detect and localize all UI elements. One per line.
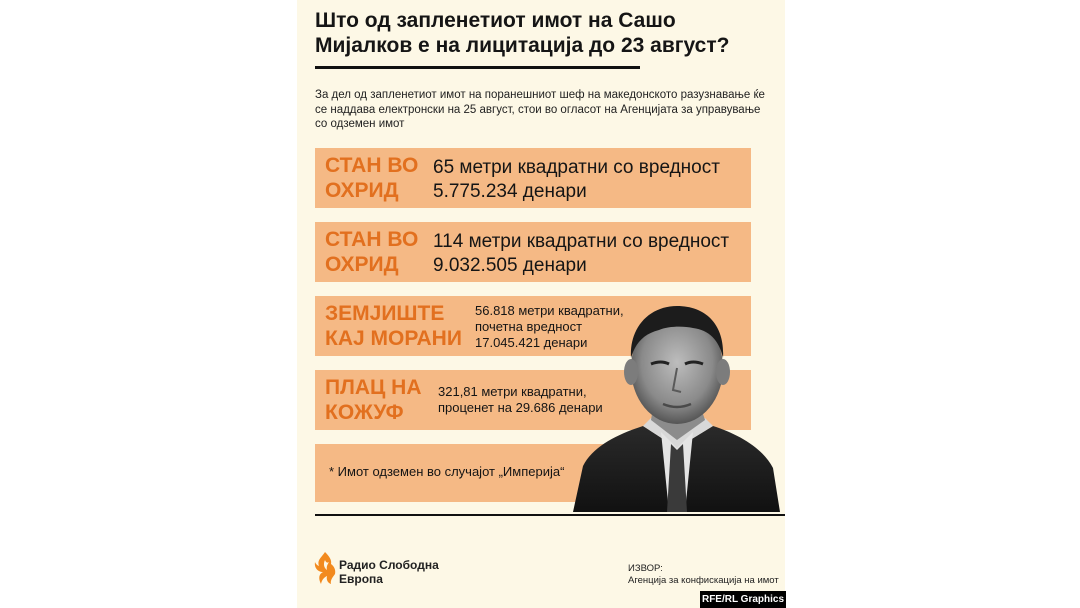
portrait-image <box>573 298 780 512</box>
rferl-logo <box>313 550 453 590</box>
property-description-line: проценет на 29.686 денари <box>438 400 603 415</box>
graphics-credit: RFE/RL Graphics <box>700 591 786 608</box>
property-item-2 <box>315 222 751 282</box>
logo-line: Радио Слободна <box>339 558 439 572</box>
logo-wordmark <box>339 558 439 586</box>
footnote-text: * Имот одземен во случајот „Империја“ <box>329 464 565 479</box>
property-description-line: 65 метри квадратни со вредност <box>433 157 720 178</box>
property-label <box>325 301 462 351</box>
property-label <box>325 227 435 277</box>
source-label: ИЗВОР: <box>628 563 663 574</box>
property-label-line: ОХРИД <box>325 253 399 276</box>
source-block <box>628 563 779 587</box>
title-divider <box>315 66 640 69</box>
property-description-line: 5.775.234 денари <box>433 181 587 202</box>
source-value: Агенција за конфискација на имот <box>628 575 779 586</box>
logo-line: Европа <box>339 572 383 586</box>
property-description-line: 321,81 метри квадратни, <box>438 384 587 399</box>
property-description-line: почетна вредност <box>475 319 583 334</box>
property-label-line: ПЛАЦ НА <box>325 376 422 399</box>
property-description <box>433 230 753 278</box>
property-description-line: 9.032.505 денари <box>433 255 587 276</box>
property-label-line: КОЖУФ <box>325 401 404 424</box>
bottom-divider <box>315 514 785 516</box>
property-item-1 <box>315 148 751 208</box>
property-label-line: ЗЕМЈИШТЕ <box>325 302 445 325</box>
property-description-line: 114 метри квадратни со вредност <box>433 231 730 252</box>
property-label <box>325 375 435 425</box>
rferl-flame-icon <box>313 550 337 586</box>
property-description <box>433 156 753 204</box>
property-label-line: СТАН ВО <box>325 154 419 177</box>
property-label <box>325 153 435 203</box>
infographic-title: Што од запленетиот имот на Сашо Мијалков е на лицитација до 23 август? <box>315 9 730 57</box>
property-description-line: 17.045.421 денари <box>475 335 588 350</box>
property-label-line: СТАН ВО <box>325 228 419 251</box>
property-label-line: КАЈ МОРАНИ <box>325 327 462 350</box>
property-description-line: 56.818 метри квадратни, <box>475 303 624 318</box>
property-label-line: ОХРИД <box>325 179 399 202</box>
intro-paragraph: За дел од запленетиот имот на поранешниот шеф на македонското разузнавање ќе се наддава електронски на 25 август, стои во огласот на Агенцијата за управување со одземен имот <box>315 89 765 130</box>
